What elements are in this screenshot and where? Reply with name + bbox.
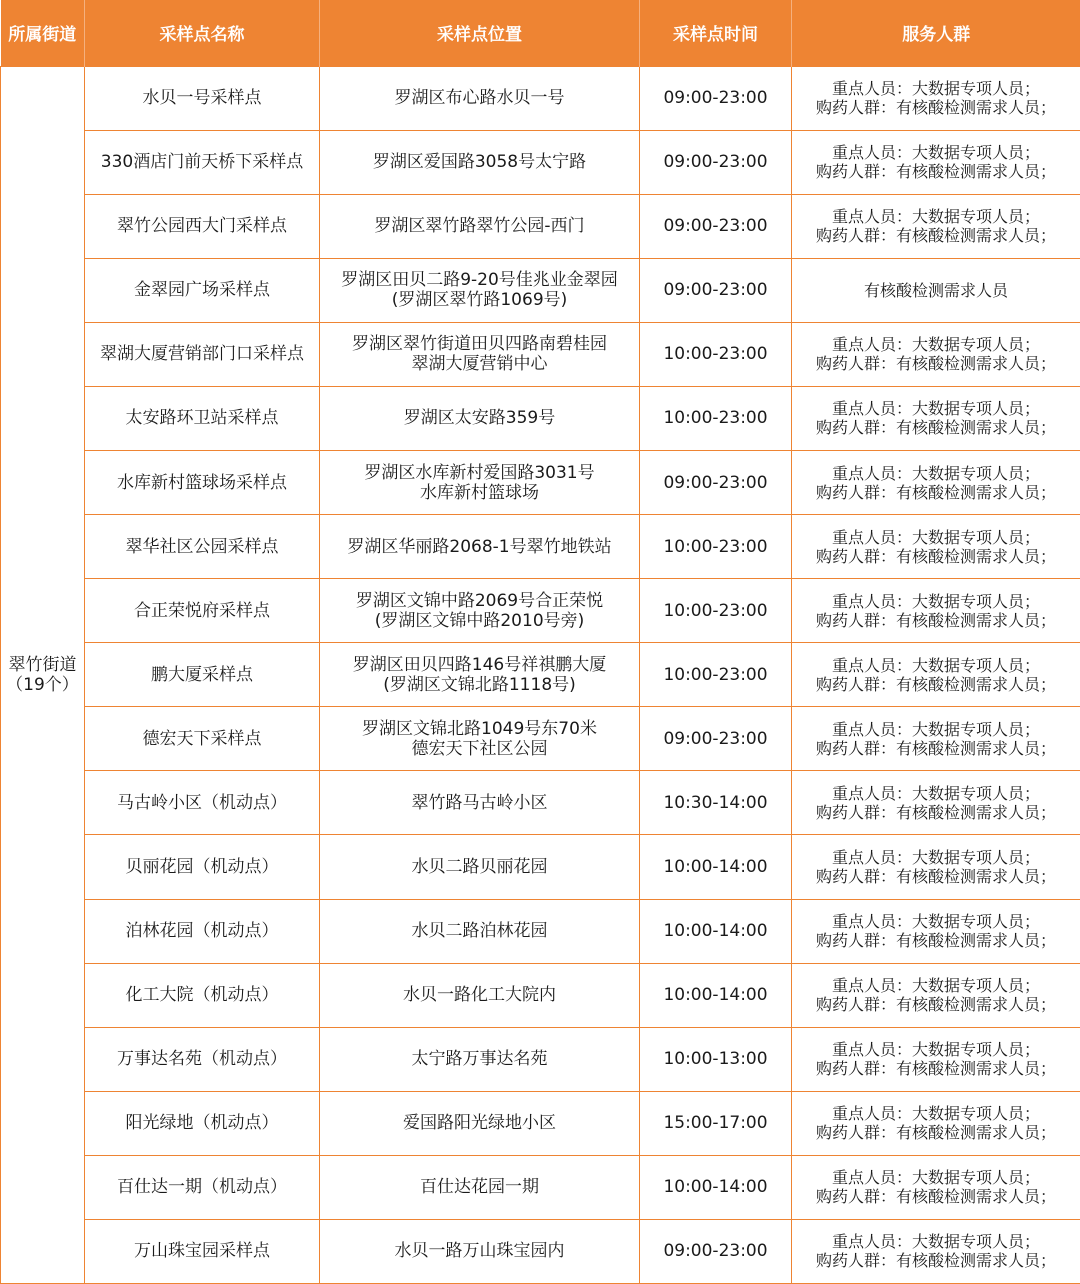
header-site-name: 采样点名称 bbox=[85, 0, 320, 66]
table-row bbox=[1, 258, 1080, 322]
table-row bbox=[1, 835, 1080, 899]
cell-line: 重点人员：大数据专项人员； bbox=[831, 719, 1040, 739]
table-row bbox=[1, 1027, 1080, 1091]
cell-line: 罗湖区田贝二路9-20号佳兆业金翠园 bbox=[341, 270, 618, 291]
service-group-cell bbox=[792, 579, 1080, 643]
cell-line: 重点人员：大数据专项人员； bbox=[831, 1168, 1040, 1188]
site-location-cell bbox=[320, 194, 640, 258]
cell-line: 购药人群：有核酸检测需求人员； bbox=[815, 162, 1056, 182]
cell-line: 水贝一路万山珠宝园内 bbox=[394, 1241, 565, 1262]
cell-line: 德宏天下社区公园 bbox=[411, 738, 548, 759]
site-location-cell bbox=[320, 258, 640, 322]
cell-line: 重点人员：大数据专项人员； bbox=[831, 527, 1040, 547]
site-location-cell bbox=[320, 835, 640, 899]
cell-line: 购药人群：有核酸检测需求人员； bbox=[815, 546, 1056, 566]
site-time-cell: 10:00-14:00 bbox=[640, 835, 792, 899]
district-cell bbox=[1, 66, 85, 1284]
site-location-cell bbox=[320, 130, 640, 194]
table-row bbox=[1, 579, 1080, 643]
cell-line: 购药人群：有核酸检测需求人员； bbox=[815, 866, 1056, 886]
district-count: （19个） bbox=[6, 674, 79, 695]
cell-line: 罗湖区布心路水贝一号 bbox=[394, 88, 565, 109]
site-time-cell: 10:00-23:00 bbox=[640, 322, 792, 386]
district-name: 翠竹街道 bbox=[8, 654, 77, 675]
service-group-cell bbox=[792, 963, 1080, 1027]
cell-line: 爱国路阳光绿地小区 bbox=[403, 1113, 556, 1134]
cell-line: 有核酸检测需求人员 bbox=[863, 280, 1008, 300]
cell-line: 重点人员：大数据专项人员； bbox=[831, 335, 1040, 355]
site-time-cell: 10:00-23:00 bbox=[640, 643, 792, 707]
table-row bbox=[1, 450, 1080, 514]
cell-line: 购药人群：有核酸检测需求人员； bbox=[815, 802, 1056, 822]
cell-line: 购药人群：有核酸检测需求人员； bbox=[815, 674, 1056, 694]
cell-line: 重点人员：大数据专项人员； bbox=[831, 143, 1040, 163]
site-name-cell: 万山珠宝园采样点 bbox=[85, 1219, 320, 1283]
service-group-cell bbox=[792, 899, 1080, 963]
header-site-location: 采样点位置 bbox=[320, 0, 640, 66]
cell-line: 购药人群：有核酸检测需求人员； bbox=[815, 1059, 1056, 1079]
site-name-cell: 水库新村篮球场采样点 bbox=[85, 450, 320, 514]
cell-line: 购药人群：有核酸检测需求人员； bbox=[815, 354, 1056, 374]
site-time-cell: 09:00-23:00 bbox=[640, 66, 792, 130]
cell-line: 重点人员：大数据专项人员； bbox=[831, 783, 1040, 803]
cell-line: 水库新村篮球场 bbox=[420, 482, 539, 503]
site-time-cell: 10:30-14:00 bbox=[640, 771, 792, 835]
cell-line: 罗湖区翠竹街道田贝四路南碧桂园 bbox=[352, 334, 607, 355]
table-row bbox=[1, 707, 1080, 771]
table-row bbox=[1, 899, 1080, 963]
site-location-cell bbox=[320, 515, 640, 579]
site-time-cell: 10:00-13:00 bbox=[640, 1027, 792, 1091]
table-row bbox=[1, 130, 1080, 194]
table-body bbox=[1, 66, 1080, 1284]
cell-line: 水贝一路化工大院内 bbox=[403, 985, 556, 1006]
site-name-cell: 合正荣悦府采样点 bbox=[85, 579, 320, 643]
site-location-cell bbox=[320, 707, 640, 771]
header-district: 所属街道 bbox=[1, 0, 85, 66]
site-name-cell: 金翠园广场采样点 bbox=[85, 258, 320, 322]
site-time-cell: 10:00-14:00 bbox=[640, 1155, 792, 1219]
service-group-cell bbox=[792, 194, 1080, 258]
cell-line: 重点人员：大数据专项人员； bbox=[831, 463, 1040, 483]
cell-line: 罗湖区爱国路3058号太宁路 bbox=[372, 152, 587, 173]
cell-line: (罗湖区文锦中路2010号旁) bbox=[374, 610, 585, 631]
table-row bbox=[1, 1219, 1080, 1283]
service-group-cell bbox=[792, 643, 1080, 707]
cell-line: 翠湖大厦营销中心 bbox=[411, 354, 548, 375]
cell-line: (罗湖区文锦北路1118号) bbox=[383, 674, 576, 695]
site-location-cell bbox=[320, 1027, 640, 1091]
service-group-cell bbox=[792, 1219, 1080, 1283]
cell-line: 重点人员：大数据专项人员； bbox=[831, 1040, 1040, 1060]
cell-line: 购药人群：有核酸检测需求人员； bbox=[815, 482, 1056, 502]
site-location-cell bbox=[320, 1219, 640, 1283]
cell-line: 购药人群：有核酸检测需求人员； bbox=[815, 1187, 1056, 1207]
cell-line: 重点人员：大数据专项人员； bbox=[831, 847, 1040, 867]
cell-line: 重点人员：大数据专项人员； bbox=[831, 399, 1040, 419]
site-name-cell: 贝丽花园（机动点） bbox=[85, 835, 320, 899]
cell-line: 购药人群：有核酸检测需求人员； bbox=[815, 995, 1056, 1015]
cell-line: 百仕达花园一期 bbox=[420, 1177, 539, 1198]
site-name-cell: 百仕达一期（机动点） bbox=[85, 1155, 320, 1219]
cell-line: (罗湖区翠竹路1069号) bbox=[391, 290, 568, 311]
table-row bbox=[1, 194, 1080, 258]
site-time-cell: 09:00-23:00 bbox=[640, 194, 792, 258]
table-row bbox=[1, 386, 1080, 450]
site-location-cell bbox=[320, 579, 640, 643]
site-time-cell: 10:00-23:00 bbox=[640, 515, 792, 579]
header-site-time: 采样点时间 bbox=[640, 0, 792, 66]
cell-line: 重点人员：大数据专项人员； bbox=[831, 79, 1040, 99]
table-row bbox=[1, 643, 1080, 707]
site-name-cell: 翠竹公园西大门采样点 bbox=[85, 194, 320, 258]
cell-line: 重点人员：大数据专项人员； bbox=[831, 1104, 1040, 1124]
service-group-cell bbox=[792, 386, 1080, 450]
cell-line: 罗湖区翠竹路翠竹公园-西门 bbox=[374, 216, 585, 237]
header-service-group: 服务人群 bbox=[792, 0, 1080, 66]
cell-line: 罗湖区文锦中路2069号合正荣悦 bbox=[355, 590, 604, 611]
site-time-cell: 09:00-23:00 bbox=[640, 1219, 792, 1283]
cell-line: 重点人员：大数据专项人员； bbox=[831, 207, 1040, 227]
cell-line: 重点人员：大数据专项人员； bbox=[831, 591, 1040, 611]
cell-line: 太宁路万事达名苑 bbox=[411, 1049, 548, 1070]
service-group-cell bbox=[792, 707, 1080, 771]
service-group-cell bbox=[792, 450, 1080, 514]
table-row bbox=[1, 515, 1080, 579]
table-row bbox=[1, 771, 1080, 835]
table-row bbox=[1, 963, 1080, 1027]
site-time-cell: 10:00-14:00 bbox=[640, 963, 792, 1027]
cell-line: 购药人群：有核酸检测需求人员； bbox=[815, 1251, 1056, 1271]
cell-line: 购药人群：有核酸检测需求人员； bbox=[815, 610, 1056, 630]
site-time-cell: 10:00-14:00 bbox=[640, 899, 792, 963]
cell-line: 购药人群：有核酸检测需求人员； bbox=[815, 98, 1056, 118]
cell-line: 购药人群：有核酸检测需求人员； bbox=[815, 1123, 1056, 1143]
site-name-cell: 鹏大厦采样点 bbox=[85, 643, 320, 707]
service-group-cell bbox=[792, 130, 1080, 194]
site-location-cell bbox=[320, 771, 640, 835]
site-location-cell bbox=[320, 1091, 640, 1155]
site-location-cell bbox=[320, 643, 640, 707]
site-time-cell: 15:00-17:00 bbox=[640, 1091, 792, 1155]
cell-line: 罗湖区太安路359号 bbox=[403, 408, 556, 429]
site-name-cell: 德宏天下采样点 bbox=[85, 707, 320, 771]
site-location-cell bbox=[320, 322, 640, 386]
site-location-cell bbox=[320, 963, 640, 1027]
cell-line: 重点人员：大数据专项人员； bbox=[831, 655, 1040, 675]
cell-line: 水贝二路贝丽花园 bbox=[411, 856, 548, 877]
cell-line: 罗湖区文锦北路1049号东70米 bbox=[362, 718, 597, 739]
site-time-cell: 09:00-23:00 bbox=[640, 450, 792, 514]
site-time-cell: 10:00-23:00 bbox=[640, 386, 792, 450]
cell-line: 重点人员：大数据专项人员； bbox=[831, 912, 1040, 932]
site-location-cell bbox=[320, 899, 640, 963]
site-name-cell: 330酒店门前天桥下采样点 bbox=[85, 130, 320, 194]
service-group-cell bbox=[792, 515, 1080, 579]
site-time-cell: 09:00-23:00 bbox=[640, 130, 792, 194]
site-location-cell bbox=[320, 66, 640, 130]
cell-line: 重点人员：大数据专项人员； bbox=[831, 976, 1040, 996]
site-name-cell: 阳光绿地（机动点） bbox=[85, 1091, 320, 1155]
site-name-cell: 翠华社区公园采样点 bbox=[85, 515, 320, 579]
site-name-cell: 化工大院（机动点） bbox=[85, 963, 320, 1027]
site-time-cell: 09:00-23:00 bbox=[640, 258, 792, 322]
cell-line: 翠竹路马古岭小区 bbox=[411, 792, 548, 813]
cell-line: 购药人群：有核酸检测需求人员； bbox=[815, 418, 1056, 438]
site-time-cell: 10:00-23:00 bbox=[640, 579, 792, 643]
site-location-cell bbox=[320, 1155, 640, 1219]
cell-line: 罗湖区华丽路2068-1号翠竹地铁站 bbox=[347, 536, 612, 557]
cell-line: 水贝二路泊林花园 bbox=[411, 921, 548, 942]
service-group-cell bbox=[792, 258, 1080, 322]
service-group-cell bbox=[792, 322, 1080, 386]
header-row bbox=[1, 0, 1080, 66]
site-name-cell: 水贝一号采样点 bbox=[85, 66, 320, 130]
service-group-cell bbox=[792, 1027, 1080, 1091]
table-header bbox=[1, 0, 1080, 66]
table-row bbox=[1, 1091, 1080, 1155]
cell-line: 购药人群：有核酸检测需求人员； bbox=[815, 226, 1056, 246]
site-name-cell: 翠湖大厦营销部门口采样点 bbox=[85, 322, 320, 386]
cell-line: 购药人群：有核酸检测需求人员； bbox=[815, 931, 1056, 951]
table-row bbox=[1, 66, 1080, 130]
table-row bbox=[1, 1155, 1080, 1219]
cell-line: 罗湖区田贝四路146号祥祺鹏大厦 bbox=[352, 654, 607, 675]
site-name-cell: 太安路环卫站采样点 bbox=[85, 386, 320, 450]
cell-line: 罗湖区水库新村爱国路3031号 bbox=[364, 462, 595, 483]
service-group-cell bbox=[792, 1091, 1080, 1155]
service-group-cell bbox=[792, 66, 1080, 130]
service-group-cell bbox=[792, 835, 1080, 899]
cell-line: 重点人员：大数据专项人员； bbox=[831, 1232, 1040, 1252]
site-name-cell: 泊林花园（机动点） bbox=[85, 899, 320, 963]
service-group-cell bbox=[792, 771, 1080, 835]
service-group-cell bbox=[792, 1155, 1080, 1219]
site-time-cell: 09:00-23:00 bbox=[640, 707, 792, 771]
site-name-cell: 马古岭小区（机动点） bbox=[85, 771, 320, 835]
site-name-cell: 万事达名苑（机动点） bbox=[85, 1027, 320, 1091]
cell-line: 购药人群：有核酸检测需求人员； bbox=[815, 738, 1056, 758]
table-row bbox=[1, 322, 1080, 386]
site-location-cell bbox=[320, 386, 640, 450]
site-location-cell bbox=[320, 450, 640, 514]
